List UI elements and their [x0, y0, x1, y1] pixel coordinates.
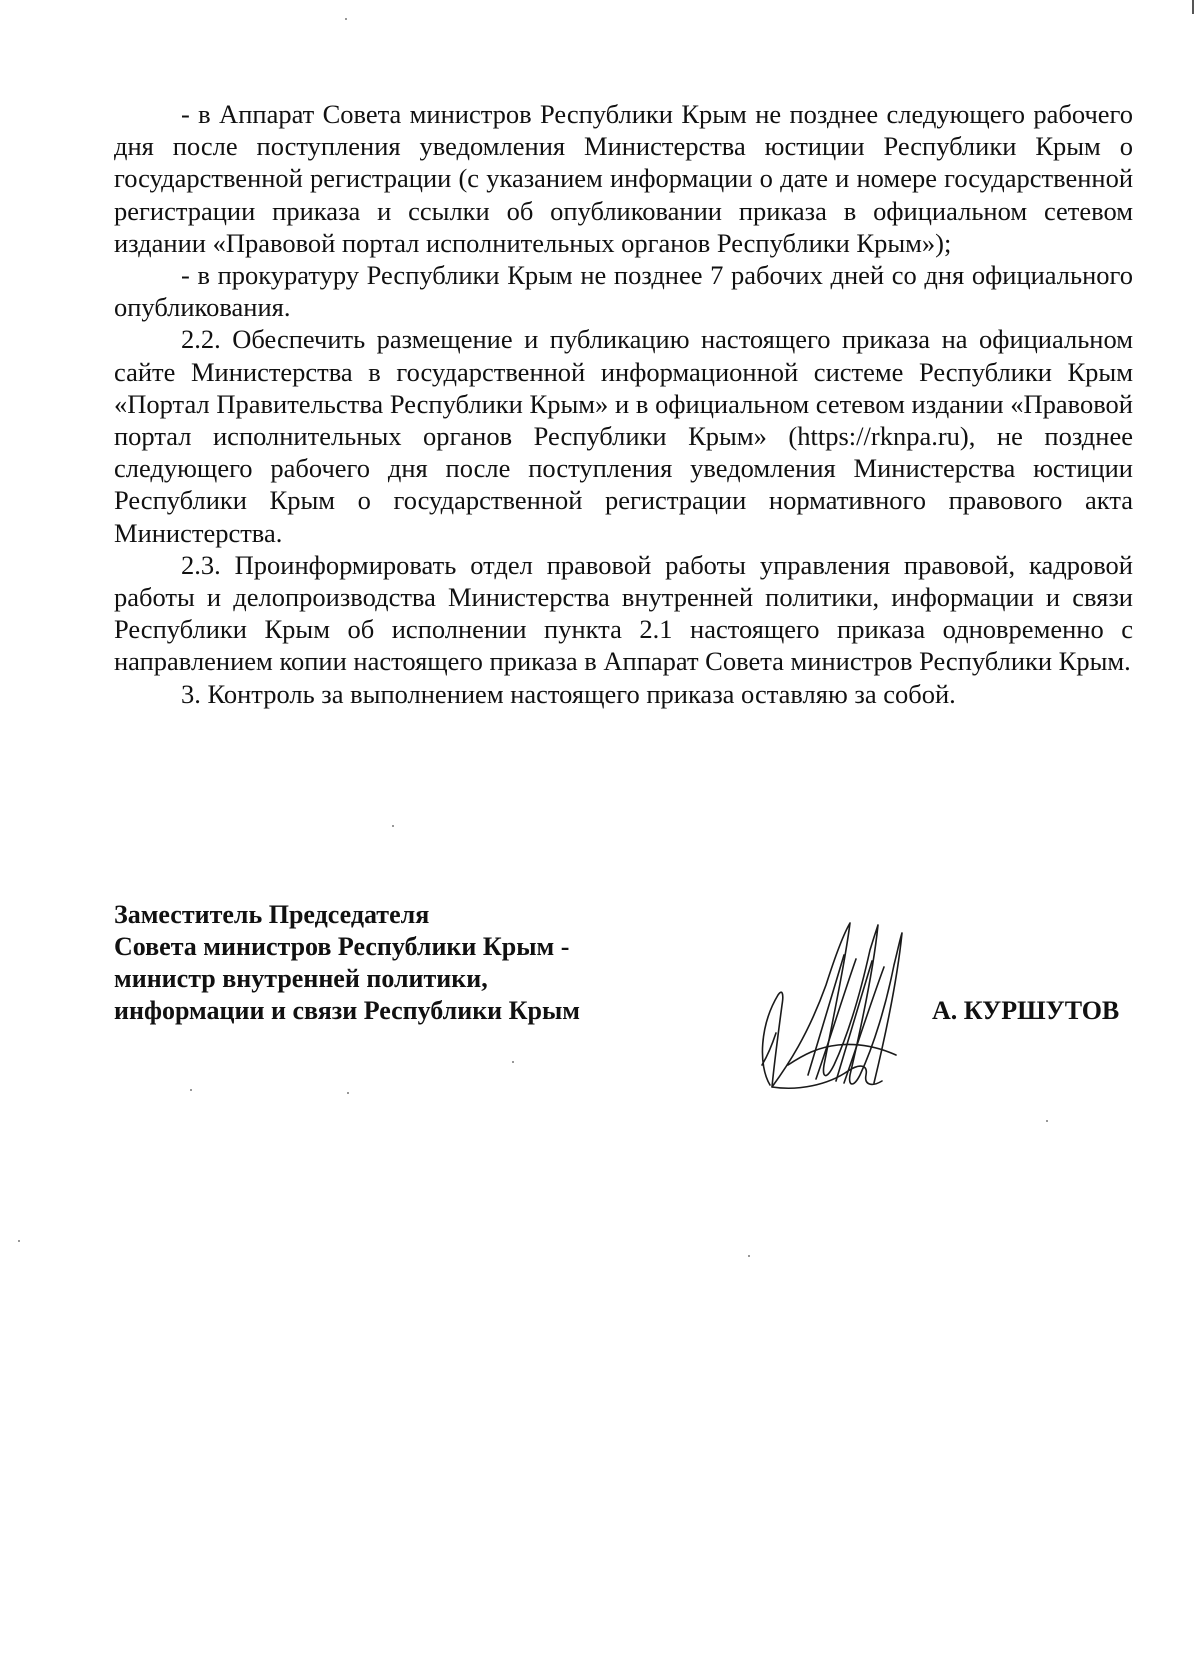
position-line-4: информации и связи Республики Крым — [114, 996, 580, 1025]
scan-edge-mark — [1192, 0, 1194, 14]
scan-speck — [18, 1240, 20, 1242]
paragraph-2-2: 2.2. Обеспечить размещение и публикацию настоящего приказа на официальном сайте Министерства в государственной информационной системе Республики Крым «Портал Правительства Республики Крым» и в официальном сетевом издании «Правовой портал исполнительных органов Республики Крым» (https://rknpa.ru), не позднее следующего рабочего дня после поступления уведомления Министерства юстиции Республики Крым о государственной регистрации нормативного правового акта Министерства. — [114, 324, 1133, 548]
paragraph-prosecutor: - в прокуратуру Республики Крым не позднее 7 рабочих дней со дня официального опубликования. — [114, 260, 1133, 323]
handwritten-signature — [748, 915, 928, 1105]
paragraph-apparatus: - в Аппарат Совета министров Республики Крым не позднее следующего рабочего дня после поступления уведомления Министерства юстиции Республики Крым о государственной регистрации (с указанием информации о дате и номере государственной регистрации приказа и ссылки об опубликовании приказа в официальном сетевом издании «Правовой портал исполнительных органов Республики Крым»); — [114, 99, 1133, 258]
scan-speck — [748, 1255, 750, 1257]
scan-speck — [512, 1061, 514, 1063]
signer-position — [114, 899, 674, 1027]
document-body — [114, 98, 1133, 710]
position-line-3: министр внутренней политики, — [114, 964, 488, 993]
scan-speck — [1046, 1120, 1048, 1122]
paragraph-2-3: 2.3. Проинформировать отдел правовой работы управления правовой, кадровой работы и делопроизводства Министерства внутренней политики, информации и связи Республики Крым об исполнении пункта 2.1 настоящего приказа одновременно с направлением копии настоящего приказа в Аппарат Совета министров Республики Крым. — [114, 549, 1133, 677]
scan-speck — [347, 1092, 349, 1094]
position-line-2: Совета министров Республики Крым - — [114, 932, 570, 961]
scan-speck — [392, 825, 394, 827]
scan-speck — [190, 1089, 192, 1091]
scan-speck — [345, 18, 347, 20]
signer-name: А. КУРШУТОВ — [932, 996, 1120, 1025]
paragraph-3: 3. Контроль за выполнением настоящего приказа оставляю за собой. — [181, 678, 956, 709]
position-line-1: Заместитель Председателя — [114, 900, 430, 929]
